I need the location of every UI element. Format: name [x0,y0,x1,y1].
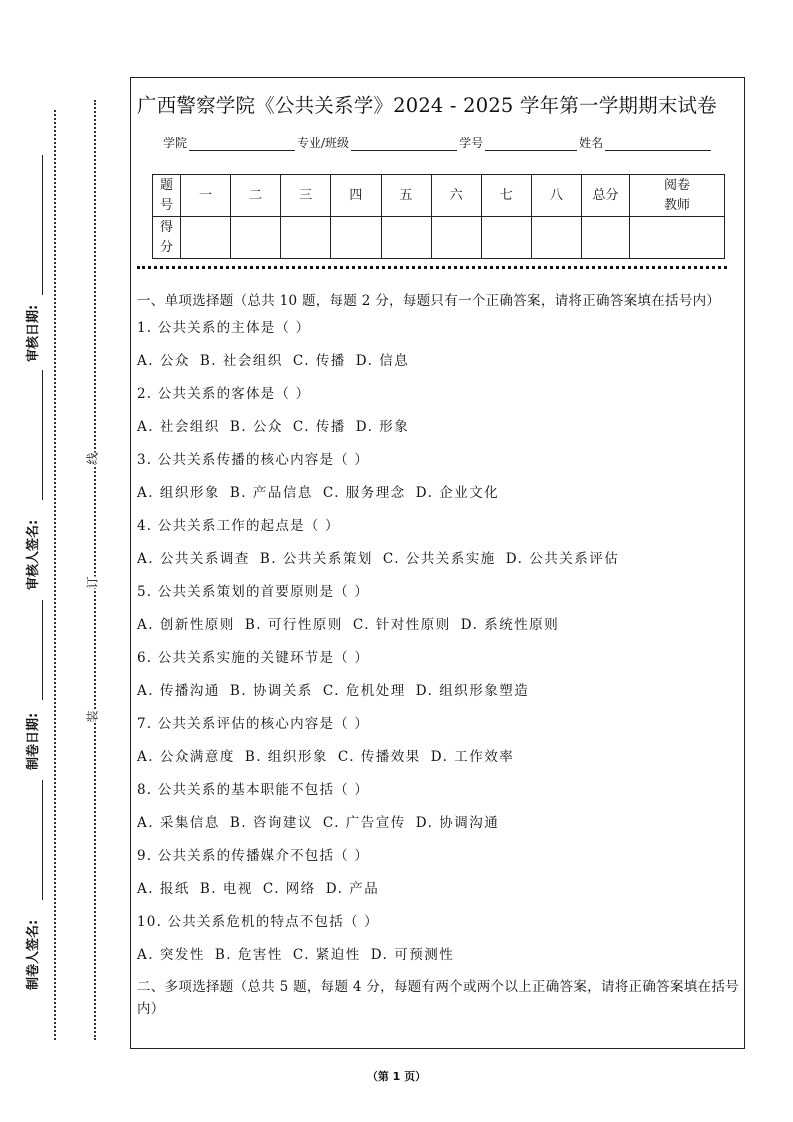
score-cell-total[interactable] [582,217,630,259]
col-6: 六 [431,175,481,217]
option-d: D. 公共关系评估 [505,551,620,567]
student-info-row [163,134,713,151]
option-c: C. 紧迫性 [292,947,361,963]
option-a: A. 组织形象 [137,485,220,501]
review-date-label: 审核日期: [26,304,41,362]
option-a: A. 公共关系调查 [137,551,250,567]
col-7: 七 [481,175,531,217]
option-a: A. 报纸 [137,881,190,897]
binding-dotted-line-inner [94,100,96,1040]
question-stem: 7. 公共关系评估的核心内容是（ ） [137,716,370,732]
option-a: A. 创新性原则 [137,617,235,633]
option-d: D. 信息 [355,353,410,369]
name-field[interactable] [605,137,711,151]
score-table [152,174,725,259]
dotted-separator [137,266,727,269]
option-d: D. 组织形象塑造 [415,683,530,699]
question-stem: 3. 公共关系传播的核心内容是（ ） [137,452,370,468]
compile-date-line [42,600,43,700]
option-d: D. 系统性原则 [460,617,560,633]
option-b: B. 公众 [229,419,283,435]
question-stem: 5. 公共关系策划的首要原则是（ ） [137,584,370,600]
binding-dotted-line-outer [54,110,56,1040]
option-a: A. 突发性 [137,947,205,963]
score-cell-4[interactable] [331,217,381,259]
score-cell-7[interactable] [481,217,531,259]
score-cell-grader[interactable] [630,217,725,259]
section-1-heading: 一、单项选择题（总共 10 题，每题 2 分，每题只有一个正确答案，请将正确答案填在括号内） [137,293,721,309]
compiler-signature-label: 制卷人签名: [26,919,41,990]
option-b: B. 电视 [199,881,253,897]
question-stem: 9. 公共关系的传播媒介不包括（ ） [137,848,370,864]
col-4: 四 [331,175,381,217]
compile-date-label: 制卷日期: [26,712,41,770]
col-8: 八 [531,175,581,217]
question-stem: 6. 公共关系实施的关键环节是（ ） [137,650,370,666]
review-date-line [42,155,43,295]
score-cell-1[interactable] [181,217,231,259]
option-c: C. 服务理念 [322,485,406,501]
col-total: 总分 [582,175,630,217]
col-1: 一 [181,175,231,217]
option-b: B. 社会组织 [199,353,283,369]
college-field[interactable] [189,137,295,151]
question-options [137,675,742,708]
question-options [137,741,742,774]
major-class-label: 专业/班级 [297,136,350,150]
option-a: A. 采集信息 [137,815,220,831]
question-options [137,609,742,642]
option-b: B. 危害性 [214,947,283,963]
option-b: B. 公共关系策划 [259,551,373,567]
score-cell-6[interactable] [431,217,481,259]
major-class-field[interactable] [351,137,457,151]
option-a: A. 公众满意度 [137,749,235,765]
binding-mark-bind: 装 [82,710,103,722]
option-a: A. 社会组织 [137,419,220,435]
compiler-signature-line [42,780,43,900]
score-cell-5[interactable] [381,217,431,259]
question-options [137,543,742,576]
question-stem: 1. 公共关系的主体是（ ） [137,320,311,336]
question-options [137,411,742,444]
option-c: C. 传播 [292,353,346,369]
col-3: 三 [281,175,331,217]
score-cell-2[interactable] [231,217,281,259]
option-d: D. 协调沟通 [415,815,500,831]
option-b: B. 产品信息 [229,485,313,501]
question-list [137,312,742,972]
col-5: 五 [381,175,431,217]
option-c: C. 广告宣传 [322,815,406,831]
option-c: C. 危机处理 [322,683,406,699]
binding-mark-staple: 订 [82,576,103,588]
reviewer-signature-label: 审核人签名: [26,519,41,590]
option-c: C. 针对性原则 [352,617,451,633]
option-d: D. 产品 [325,881,380,897]
score-table-header-row [153,175,725,217]
score-cell-3[interactable] [281,217,331,259]
question-options [137,939,742,972]
exam-title: 广西警察学院《公共关系学》2024 - 2025 学年第一学期期末试卷 [137,94,717,117]
option-d: D. 工作效率 [430,749,515,765]
question-options [137,807,742,840]
option-b: B. 咨询建议 [229,815,313,831]
question-number-header: 题 号 [153,175,181,217]
option-b: B. 可行性原则 [244,617,343,633]
score-cell-8[interactable] [531,217,581,259]
col-2: 二 [231,175,281,217]
score-table-score-row [153,217,725,259]
option-a: A. 公众 [137,353,190,369]
option-d: D. 形象 [355,419,410,435]
question-stem: 2. 公共关系的客体是（ ） [137,386,311,402]
option-c: C. 传播效果 [337,749,421,765]
grader-header: 阅卷 教师 [630,175,725,217]
question-options [137,477,742,510]
name-label: 姓名 [579,136,604,150]
option-d: D. 企业文化 [415,485,500,501]
option-c: C. 网络 [262,881,316,897]
exam-frame [130,77,745,1049]
option-a: A. 传播沟通 [137,683,220,699]
question-stem: 4. 公共关系工作的起点是（ ） [137,518,340,534]
binding-mark-line: 线 [82,452,103,464]
option-d: D. 可预测性 [370,947,455,963]
option-b: B. 协调关系 [229,683,313,699]
college-label: 学院 [163,136,188,150]
option-c: C. 传播 [292,419,346,435]
question-options [137,873,742,906]
section-2-heading: 二、多项选择题（总共 5 题，每题 4 分，每题有两个或两个以上正确答案，请将正确答案填在括号内） [137,979,739,1017]
question-stem: 10. 公共关系危机的特点不包括（ ） [137,914,379,930]
exam-content [137,290,742,1020]
question-options [137,345,742,378]
student-id-label: 学号 [459,136,484,150]
reviewer-signature-line [42,370,43,500]
score-row-header: 得 分 [153,217,181,259]
student-id-field[interactable] [485,137,577,151]
page-number: （第 1 页） [366,1070,427,1083]
option-c: C. 公共关系实施 [382,551,496,567]
option-b: B. 组织形象 [244,749,328,765]
question-stem: 8. 公共关系的基本职能不包括（ ） [137,782,370,798]
